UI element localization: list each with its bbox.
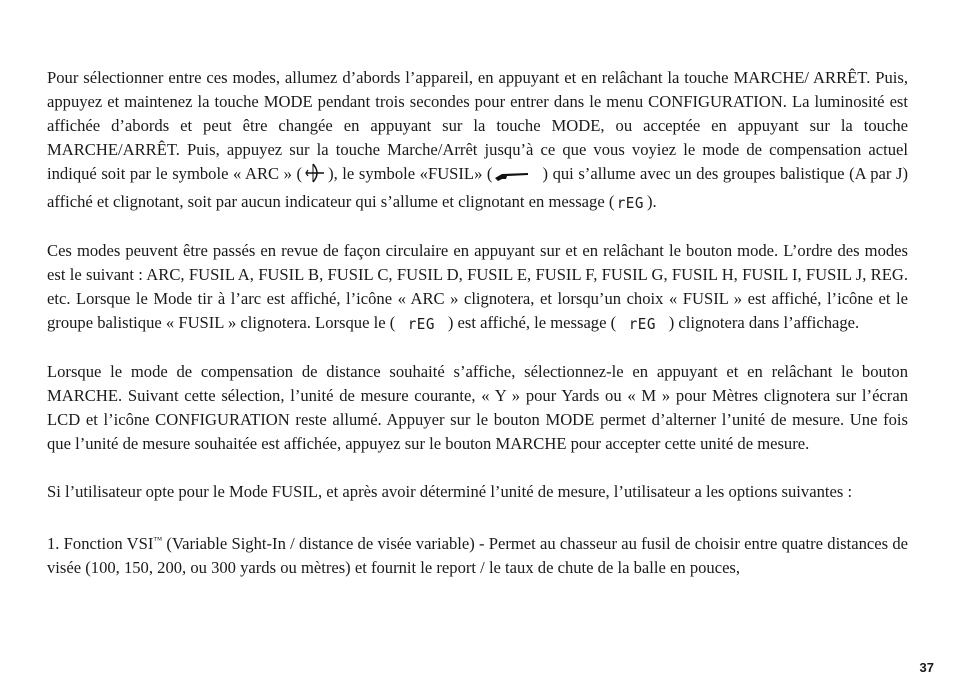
paragraph-1-text-d: ). (646, 192, 657, 211)
paragraph-3: Lorsque le mode de compensation de distance souhaité s’affiche, sélectionnez-le en appuyant et en relâchant le bouton MARCHE. Suivant cette sélection, l’unité de mesure courante, « Y » pour Yards ou « M » pour Mètres clignotera sur l’écran LCD et l’icône CONFIGURATION reste allumé. Appuyer sur le bouton MODE permet d’alterner l’unité de mesure. Une fois que l’unité de mesure souhaitée est affichée, appuyez sur le bouton MARCHE pour accepter cette unité de mesure. (47, 362, 908, 453)
paragraph-2-text-b: ) est affiché, le message ( (447, 313, 617, 332)
paragraph-4: Si l’utilisateur opte pour le Mode FUSIL, et après avoir déterminé l’unité de mesure, l’utilisateur a les options suivantes : (47, 482, 853, 501)
page-number: 37 (919, 660, 934, 675)
rifle-icon (494, 166, 530, 190)
reg-lcd-symbol: rEG (407, 315, 436, 333)
paragraph-5 (47, 528, 908, 580)
paragraph-2-text-a: Ces modes peuvent être passés en revue de façon circulaire en appuyant sur et en relâchant le bouton mode. L’ordre des modes est le suivant : ARC, FUSIL A, FUSIL B, FUSIL C, FUSIL D, FUSIL E, FUSIL F, FUSIL G, FUSIL H, FUSIL I, FUSIL J, REG. etc. Lorsque le Mode tir à l’arc est affiché, l’icône « ARC » clignotera, et lorsqu’un choix « FUSIL » est affiché, l’icône et le groupe balistique « FUSIL » clignotera. Lorsque le ( (47, 241, 908, 332)
reg-lcd-symbol: rEG (628, 315, 657, 333)
paragraph-1-text-c: ) qui s’allume avec un des groupes balistique (A par J) affiché et clignotant, soit par aucun indicateur qui s’allume et clignotant en message ( (47, 164, 909, 211)
paragraph-1 (47, 66, 908, 215)
paragraph-2 (47, 239, 908, 336)
paragraph-5-text-a: 1. Fonction VSI (47, 534, 154, 553)
document-body (47, 66, 908, 580)
paragraph-2-text-c: ) clignotera dans l’affichage. (668, 313, 860, 332)
arc-icon (304, 163, 326, 190)
paragraph-1-text-a: Pour sélectionner entre ces modes, allumez d’abords l’appareil, en appuyant et en relâchant la touche MARCHE/ ARRÊT. Puis, appuyez et maintenez la touche MODE pendant trois secondes pour entrer dans le menu CONFIGURATION. La luminosité est affichée d’abords et peut être changée en appuyant sur la touche MODE, ou acceptée en appuyant sur la touche MARCHE/ARRÊT. Puis, appuyez sur la touche Marche/Arrêt jusqu’à ce que vous voyiez le mode de compensation actuel indiqué soit par le symbole « ARC » ( (47, 68, 908, 183)
trademark-symbol: ™ (153, 535, 163, 545)
paragraph-1-text-b: ), le symbole «FUSIL» ( (328, 164, 493, 183)
reg-lcd-symbol: rEG (617, 194, 645, 212)
paragraph-5-text-b: (Variable Sight-In / distance de visée variable) - Permet au chasseur au fusil de choisir entre quatre distances de visée (100, 150, 200, ou 300 yards ou mètres) et fournit le report / le taux de chute de la balle en pouces, (47, 534, 908, 577)
